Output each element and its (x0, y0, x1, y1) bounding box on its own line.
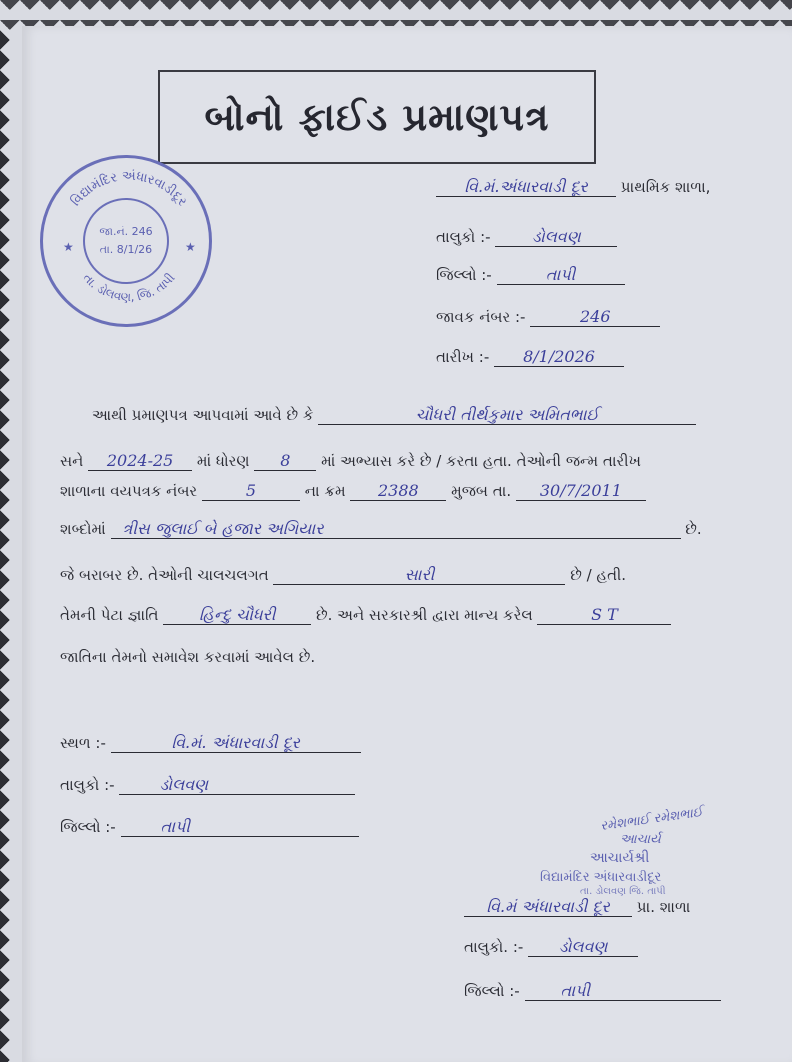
body-text: જાતિના તેમનો સમાવેશ કરવામાં આવેલ છે. (60, 648, 316, 666)
body-line-6 (60, 606, 671, 625)
sig-school-value: વિ.મં અંધારવાડી દૂર (464, 898, 632, 917)
header-outward-line (436, 308, 660, 327)
taluka-value: ડોલવણ (119, 776, 355, 795)
body-text: તેમની પેટા જ્ઞાતિ (60, 606, 159, 624)
body-line-2 (60, 452, 641, 471)
star-icon: ★ (63, 240, 74, 254)
footer-place-line (60, 734, 361, 753)
outward-label: જાવક નંબર :- (436, 308, 526, 326)
stamp-arc-text: વિદ્યામંદિર અંધારવાડીદૂર (68, 168, 190, 210)
decorative-border-left (0, 30, 20, 1062)
signature-role: આચાર્ય (620, 832, 661, 847)
body-text: મુજબ તા. (451, 482, 512, 500)
body-text: શબ્દોમાં (60, 520, 106, 538)
sig-school-suffix: પ્રા. શાળા (636, 898, 691, 916)
category-value: S T (537, 606, 671, 625)
header-taluka-line (436, 228, 617, 247)
district-value: તાપી (497, 266, 625, 285)
page-title: બોનો ફાઈડ પ્રમાણપત્ર (204, 94, 550, 139)
district-label: જિલ્લો :- (60, 818, 116, 836)
body-text: માં અભ્યાસ કરે છે / કરતા હતા. તેઓની જન્મ તારીખ (321, 452, 641, 470)
footer-taluka-line (60, 776, 355, 795)
standard-value: 8 (254, 452, 316, 471)
body-text: છે. અને સરકારશ્રી દ્વારા માન્ય કરેલ (315, 606, 533, 624)
sig-district-label: જિલ્લો :- (464, 982, 520, 1000)
body-line-5 (60, 566, 626, 585)
title-box (158, 70, 596, 164)
sig-district-value: તાપી (525, 982, 721, 1001)
student-name-value: ચૌધરી તીર્થકુમાર અમિતભાઈ (318, 406, 696, 425)
signature-stamp-school: વિદ્યામંદિર અંધારવાડીદૂર (540, 870, 662, 885)
stamp-number: જા.નં. 246 (99, 225, 153, 238)
school-suffix: પ્રાથમિક શાળા, (620, 178, 711, 196)
taluka-label: તાલુકો :- (60, 776, 115, 794)
body-text: ના ક્રમ (304, 482, 346, 500)
body-text: જે બરાબર છે. તેઓની ચાલચલગત (60, 566, 269, 584)
stamp-center (83, 198, 169, 284)
date-value: 8/1/2026 (494, 348, 624, 367)
body-text: છે. (685, 520, 702, 538)
footer-district-line (60, 818, 359, 837)
body-line-4 (60, 520, 702, 539)
body-text: છે / હતી. (570, 566, 627, 584)
taluka-label: તાલુકો :- (436, 228, 491, 246)
register-value: 5 (202, 482, 300, 501)
star-icon: ★ (185, 240, 196, 254)
place-label: સ્થળ :- (60, 734, 106, 752)
dob-value: 30/7/2011 (516, 482, 646, 501)
sig-taluka-line (464, 938, 638, 957)
date-label: તારીખ :- (436, 348, 490, 366)
body-text: સને (60, 452, 84, 470)
body-line-7 (60, 648, 315, 666)
dob-in-words-value: ત્રીસ જુલાઈ બે હજાર અગિયાર (111, 520, 681, 539)
body-text: માં ધોરણ (196, 452, 250, 470)
body-text: શાળાના વયપત્રક નંબર (60, 482, 198, 500)
signature-stamp-place: તા. ડોલવણ જિ. તાપી (580, 886, 666, 897)
sig-taluka-value: ડોલવણ (528, 938, 638, 957)
taluka-value: ડોલવણ (495, 228, 617, 247)
district-value: તાપી (121, 818, 359, 837)
signature-stamp-role: આચાર્યશ્રી (590, 850, 650, 866)
outward-value: 246 (530, 308, 660, 327)
stamp-date: તા. 8/1/26 (99, 243, 153, 256)
school-name-value: વિ.મં.અંધારવાડી દૂર (436, 178, 616, 197)
body-text: આથી પ્રમાણપત્ર આપવામાં આવે છે કે (92, 406, 314, 424)
sig-district-line (464, 982, 721, 1001)
subcaste-value: હિન્દુ ચૌધરી (163, 606, 311, 625)
header-district-line (436, 266, 625, 285)
stamp-bottom-text: તા. ડોલવણ, જિ. તાપી (80, 270, 178, 305)
year-value: 2024-25 (88, 452, 192, 471)
sig-taluka-label: તાલુકો. :- (464, 938, 524, 956)
body-line-3 (60, 482, 646, 501)
serial-value: 2388 (350, 482, 446, 501)
signature-scribble: રમેશભાઈ રમેશભાઈ (599, 804, 704, 835)
district-label: જિલ્લો :- (436, 266, 492, 284)
sig-school-line (464, 898, 690, 917)
header-date-line (436, 348, 624, 367)
place-value: વિ.મં. અંધારવાડી દૂર (111, 734, 361, 753)
header-school-line (436, 178, 710, 197)
body-line-1 (92, 406, 696, 425)
conduct-value: સારી (273, 566, 565, 585)
school-stamp (40, 155, 212, 327)
